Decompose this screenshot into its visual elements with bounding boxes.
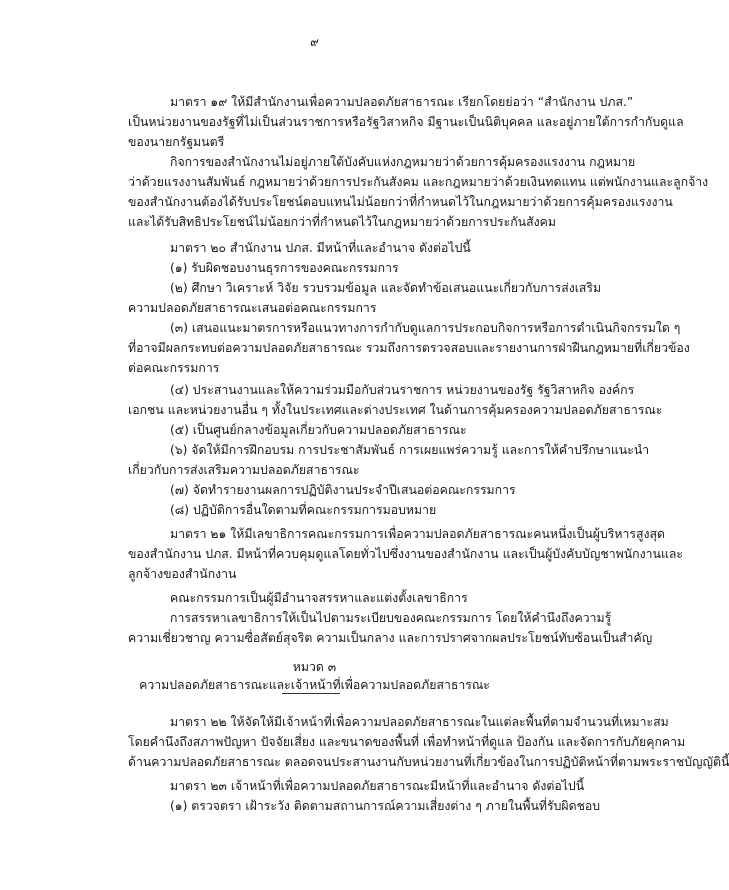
paragraph-line: ความปลอดภัยสาธารณะเสนอต่อคณะกรรมการ [128, 301, 377, 315]
paragraph-line: เอกชน และหน่วยงานอื่น ๆ ทั้งในประเทศและต่างประเทศ ในด้านการคุ้มครองความปลอดภัยสาธารณะ [128, 403, 663, 417]
paragraph-line: (๔) ประสานงานและให้ความร่วมมือกับส่วนราชการ หน่วยงานของรัฐ รัฐวิสาหกิจ องค์กร [170, 383, 635, 397]
paragraph-line: ลูกจ้างของสำนักงาน [128, 567, 237, 581]
paragraph-line: ที่อาจมีผลกระทบต่อความปลอดภัยสาธารณะ รวมถึงการตรวจสอบและรายงานการฝ่าฝืนกฎหมายที่เกี่ยวข้อง [128, 341, 690, 355]
paragraph-line: (๗) จัดทำรายงานผลการปฏิบัติงานประจำปีเสนอต่อคณะกรรมการ [170, 483, 516, 497]
paragraph-line: เกี่ยวกับการส่งเสริมความปลอดภัยสาธารณะ [128, 463, 360, 477]
paragraph-line: ว่าด้วยแรงงานสัมพันธ์ กฎหมายว่าด้วยการประกันสังคม และกฎหมายว่าด้วยเงินทดแทน แต่พนักงานและลูกจ้าง [128, 175, 709, 189]
paragraph-line: เป็นหน่วยงานของรัฐที่ไม่เป็นส่วนราชการหรือรัฐวิสาหกิจ มีฐานะเป็นนิติบุคคล และอยู่ภายใต้การกำกับดูแล [128, 115, 684, 129]
paragraph-line: ของสำนักงาน ปภส. มีหน้าที่ควบคุมดูแลโดยทั่วไปซึ่งงานของสำนักงาน และเป็นผู้บังคับบัญชาพนักงานและ [128, 547, 684, 561]
paragraph-line: (๘) ปฏิบัติการอื่นใดตามที่คณะกรรมการมอบหมาย [170, 503, 437, 517]
chapter-number: หมวด ๓ [292, 660, 337, 674]
paragraph-line: ความเชี่ยวชาญ ความซื่อสัตย์สุจริต ความเป็นกลาง และการปราศจากผลประโยชน์ทับซ้อนเป็นสำคัญ [128, 631, 653, 645]
paragraph-line: ของสำนักงานต้องได้รับประโยชน์ตอบแทนไม่น้อยกว่าที่กำหนดไว้ในกฎหมายว่าด้วยการคุ้มครองแรงงาน [128, 195, 673, 209]
paragraph-line: มาตรา ๒๓ เจ้าหน้าที่เพื่อความปลอดภัยสาธารณะมีหน้าที่และอำนาจ ดังต่อไปนี้ [170, 779, 585, 793]
paragraph-line: (๓) เสนอแนะมาตรการหรือแนวทางการกำกับดูแลการประกอบกิจการหรือการดำเนินกิจกรรมใด ๆ [170, 321, 681, 335]
paragraph-line: (๑) รับผิดชอบงานธุรการของคณะกรรมการ [170, 261, 399, 275]
paragraph-line: (๒) ศึกษา วิเคราะห์ วิจัย รวบรวมข้อมูล และจัดทำข้อเสนอแนะเกี่ยวกับการส่งเสริม [170, 281, 602, 295]
paragraph-line: มาตรา ๑๙ ให้มีสำนักงานเพื่อความปลอดภัยสาธารณะ เรียกโดยย่อว่า “สำนักงาน ปภส.” [170, 95, 634, 109]
paragraph-line: การสรรหาเลขาธิการให้เป็นไปตามระเบียบของคณะกรรมการ โดยให้คำนึงถึงความรู้ [170, 611, 612, 625]
paragraph-line: ต่อคณะกรรมการ [128, 361, 220, 375]
page-number: ๙ [310, 35, 319, 49]
paragraph-line: คณะกรรมการเป็นผู้มีอำนาจสรรหาและแต่งตั้งเลขาธิการ [170, 591, 468, 605]
paragraph-line: และได้รับสิทธิประโยชน์ไม่น้อยกว่าที่กำหนดไว้ในกฎหมายว่าด้วยการประกันสังคม [128, 215, 556, 229]
chapter-title: ความปลอดภัยสาธารณะและเจ้าหน้าที่เพื่อความปลอดภัยสาธารณะ [139, 678, 490, 692]
paragraph-line: มาตรา ๒๐ สำนักงาน ปภส. มีหน้าที่และอำนาจ ดังต่อไปนี้ [170, 241, 471, 255]
paragraph-line: (๕) เป็นศูนย์กลางข้อมูลเกี่ยวกับความปลอดภัยสาธารณะ [170, 423, 467, 437]
paragraph-line: โดยคำนึงถึงสภาพปัญหา ปัจจัยเสี่ยง และขนาดของพื้นที่ เพื่อทำหน้าที่ดูแล ป้องกัน และจัดการกับภัยคุกคาม [128, 735, 686, 749]
paragraph-line: มาตรา ๒๑ ให้มีเลขาธิการคณะกรรมการเพื่อความปลอดภัยสาธารณะคนหนึ่งเป็นผู้บริหารสูงสุด [170, 527, 666, 541]
paragraph-line: กิจการของสำนักงานไม่อยู่ภายใต้บังคับแห่งกฎหมายว่าด้วยการคุ้มครองแรงงาน กฎหมาย [170, 155, 636, 169]
paragraph-line: มาตรา ๒๒ ให้จัดให้มีเจ้าหน้าที่เพื่อความปลอดภัยสาธารณะในแต่ละพื้นที่ตามจำนวนที่เหมาะสม [170, 715, 669, 729]
paragraph-line: (๖) จัดให้มีการฝึกอบรม การประชาสัมพันธ์ การเผยแพร่ความรู้ และการให้คำปรึกษาแนะนำ [170, 443, 650, 457]
chapter-divider [282, 693, 340, 694]
paragraph-line: ของนายกรัฐมนตรี [128, 135, 225, 149]
paragraph-line: ด้านความปลอดภัยสาธารณะ ตลอดจนประสานงานกับหน่วยงานที่เกี่ยวข้องในการปฏิบัติหน้าที่ตามพระราชบัญญัตินี้ [128, 755, 729, 769]
paragraph-line: (๑) ตรวจตรา เฝ้าระวัง ติดตามสถานการณ์ความเสี่ยงต่าง ๆ ภายในพื้นที่รับผิดชอบ [170, 799, 601, 813]
